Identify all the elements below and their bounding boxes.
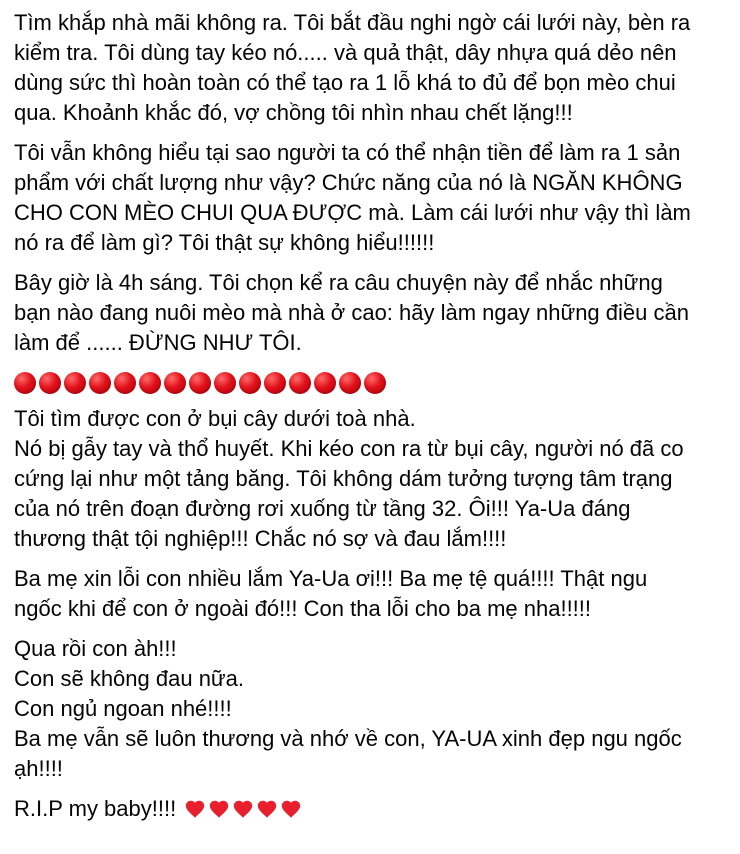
paragraph-6	[14, 634, 726, 784]
text-line: Ba mẹ vẫn sẽ luôn thương và nhớ về con, YA-UA xinh đẹp ngu ngốc	[14, 726, 682, 751]
hearts-group	[184, 798, 302, 820]
text-line: Tìm khắp nhà mãi không ra. Tôi bắt đầu nghi ngờ cái lưới này, bèn ra	[14, 10, 691, 35]
red-circle-icon	[314, 372, 336, 394]
paragraph-3	[14, 268, 726, 358]
text-line: dùng sức thì hoàn toàn có thể tạo ra 1 lỗ khá to đủ để bọn mèo chui	[14, 70, 676, 95]
red-circle-icon	[89, 372, 111, 394]
red-circle-icon	[214, 372, 236, 394]
text-line: của nó trên đoạn đường rơi xuống từ tầng 32. Ôi!!! Ya-Ua đáng	[14, 496, 631, 521]
closing-line	[14, 794, 726, 824]
text-line: Con ngủ ngoan nhé!!!!	[14, 696, 232, 721]
text-line: kiểm tra. Tôi dùng tay kéo nó..... và quả thật, dây nhựa quá dẻo nên	[14, 40, 677, 65]
paragraph-4	[14, 404, 726, 554]
red-heart-icon	[208, 798, 230, 820]
text-line: Tôi tìm được con ở bụi cây dưới toà nhà.	[14, 406, 416, 431]
red-circle-icon	[64, 372, 86, 394]
text-line: Tôi vẫn không hiểu tại sao người ta có thể nhận tiền để làm ra 1 sản	[14, 140, 681, 165]
paragraph-1	[14, 8, 726, 128]
closing-text: R.I.P my baby!!!!	[14, 796, 177, 821]
red-circle-icon	[114, 372, 136, 394]
text-line: thương thật tội nghiệp!!! Chắc nó sợ và đau lắm!!!!	[14, 526, 507, 551]
red-heart-icon	[184, 798, 206, 820]
red-heart-icon	[256, 798, 278, 820]
red-circle-icon	[264, 372, 286, 394]
text-line: CHO CON MÈO CHUI QUA ĐƯỢC mà. Làm cái lưới như vậy thì làm	[14, 200, 691, 225]
paragraph-5	[14, 564, 726, 624]
red-circle-icon	[289, 372, 311, 394]
red-circle-icon	[164, 372, 186, 394]
text-line: Bây giờ là 4h sáng. Tôi chọn kể ra câu chuyện này để nhắc những	[14, 270, 663, 295]
text-line: Qua rồi con àh!!!	[14, 636, 177, 661]
text-line: nó ra để làm gì? Tôi thật sự không hiểu!!!!!!	[14, 230, 435, 255]
text-line: qua. Khoảnh khắc đó, vợ chồng tôi nhìn nhau chết lặng!!!	[14, 100, 573, 125]
text-line: ngốc khi để con ở ngoài đó!!! Con tha lỗi cho ba mẹ nha!!!!!	[14, 596, 592, 621]
red-heart-icon	[232, 798, 254, 820]
red-heart-icon	[280, 798, 302, 820]
text-line: Nó bị gẫy tay và thổ huyết. Khi kéo con ra từ bụi cây, người nó đã co	[14, 436, 684, 461]
red-circle-icon	[139, 372, 161, 394]
red-circle-icon	[364, 372, 386, 394]
red-circle-icon	[239, 372, 261, 394]
red-circle-icon	[339, 372, 361, 394]
red-circle-icon	[39, 372, 61, 394]
text-line: bạn nào đang nuôi mèo mà nhà ở cao: hãy làm ngay những điều cần	[14, 300, 689, 325]
text-line: cứng lại như một tảng băng. Tôi không dám tưởng tượng tâm trạng	[14, 466, 673, 491]
red-circle-divider	[14, 368, 726, 398]
red-circle-icon	[14, 372, 36, 394]
text-line: làm để ...... ĐỪNG NHƯ TÔI.	[14, 330, 302, 355]
text-line: Ba mẹ xin lỗi con nhiều lắm Ya-Ua ơi!!! Ba mẹ tệ quá!!!! Thật ngu	[14, 566, 648, 591]
text-line: phẩm với chất lượng như vậy? Chức năng của nó là NGĂN KHÔNG	[14, 170, 683, 195]
text-line: Con sẽ không đau nữa.	[14, 666, 245, 691]
text-line: ạh!!!!	[14, 756, 63, 781]
red-circle-icon	[189, 372, 211, 394]
paragraph-2	[14, 138, 726, 258]
